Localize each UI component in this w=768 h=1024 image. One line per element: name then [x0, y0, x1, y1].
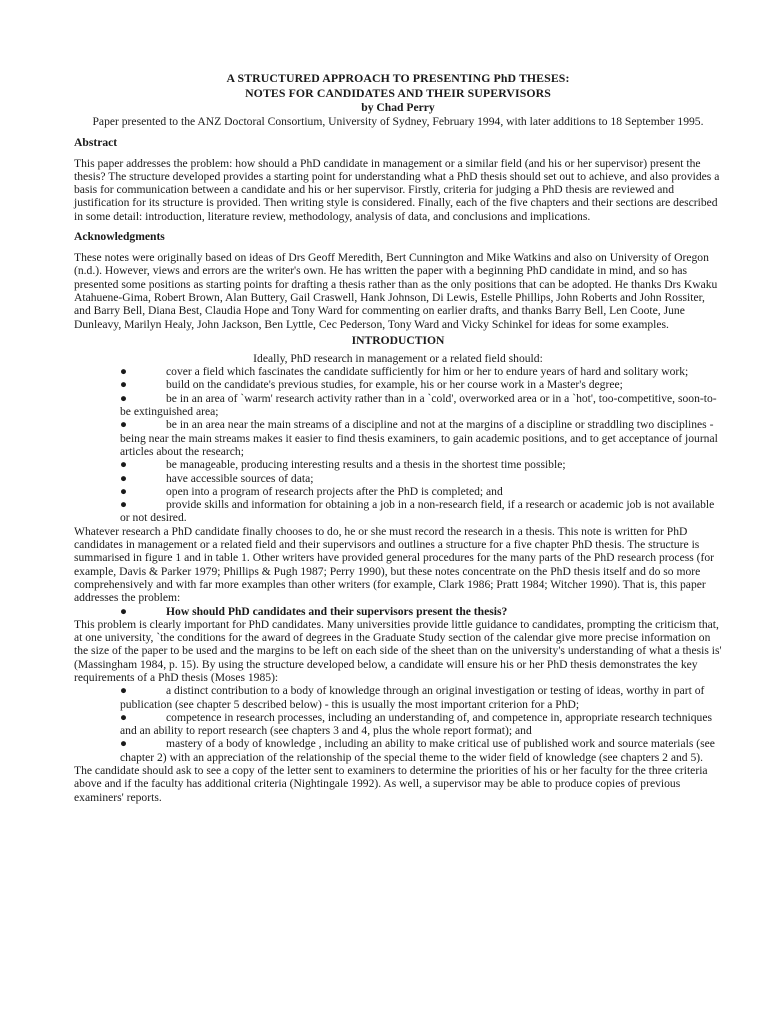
- acknowledgments-heading: Acknowledgments: [74, 230, 165, 244]
- presentation-note: Paper presented to the ANZ Doctoral Consortium, University of Sydney, February 1994, with later additions to 18 September 1995.: [92, 115, 704, 128]
- list-item: ● a distinct contribution to a body of knowledge through an original investigation or testing of ideas, worthy in part of publication (see chapter 5 described below) - this is usually the most important criterion for a PhD;: [120, 684, 705, 711]
- bullet-icon: ●: [120, 418, 128, 432]
- bullet-icon: ●: [120, 604, 128, 618]
- list-item: ● mastery of a body of knowledge , including an ability to make critical use of published work and source materials (see chapter 2) with an appreciation of the relationship of the special theme to the wider field of knowledge (see chapters 2 and 5).: [120, 737, 715, 764]
- bullet-icon: ●: [120, 378, 128, 392]
- title-line-1: A STRUCTURED APPROACH TO PRESENTING PhD THESES:: [226, 71, 570, 85]
- bullet-icon: ●: [120, 391, 128, 405]
- list-item: ● cover a field which fascinates the candidate sufficiently for him or her to endure years of hard and solitary work;: [120, 365, 689, 379]
- bullet-icon: ●: [120, 484, 128, 498]
- question-list: [74, 605, 722, 618]
- bullet-icon: ●: [120, 498, 128, 512]
- bullet-icon: ●: [120, 710, 128, 724]
- document-title: [74, 71, 722, 100]
- introduction-lead: Ideally, PhD research in management or a related field should:: [253, 351, 543, 365]
- list-item: ● have accessible sources of data;: [120, 471, 314, 485]
- research-question: ● How should PhD candidates and their supervisors present the thesis?: [120, 604, 508, 618]
- list-item: ● be in an area of `warm' research activity rather than in a `cold', overworked area or in a `hot', too-competitive, soon-to-be extinguished area;: [120, 391, 717, 419]
- title-line-2: NOTES FOR CANDIDATES AND THEIR SUPERVISORS: [245, 85, 551, 100]
- abstract-text: This paper addresses the problem: how should a PhD candidate in management or a similar field (and his or her supervisor) present the thesis? The structure developed provides a starting point for understanding what a PhD thesis should set out to achieve, and also provides a basis for communication between a candidate and his or her supervisor. Firstly, criteria for judging a PhD thesis are reviewed and justification for its structure is provided. Then writing style is considered. Finally, each of the five chapters and their sections are described in some detail: introduction, literature review, methodology, analysis of data, and conclusions and implications.: [74, 156, 720, 223]
- ideal-research-list: [74, 365, 722, 525]
- bullet-icon: ●: [120, 471, 128, 485]
- acknowledgments-text: These notes were originally based on ideas of Drs Geoff Meredith, Bert Cunnington and Mike Watkins and also on University of Oregon (n.d.). However, views and errors are the writer's own. He has written the paper with a beginning PhD candidate in mind, and so has presented some positions as starting points for drafting a thesis rather than as the only positions that can be adopted. He thanks Drs Kwaku Atahuene-Gima, Robert Brown, Alan Buttery, Gail Craswell, Hank Johnson, Di Lewis, Estelle Phillips, John Roberts and John Rossiter, and Barry Bell, Diana Best, Claudia Hope and Tony Ward for commenting on earlier drafts, and thanks Barry Bell, Len Coote, June Dunleavy, Marilyn Healy, John Jackson, Ben Lyttle, Cec Pederson, Tony Ward and Vicky Schinkel for ideas for some examples.: [74, 251, 718, 331]
- introduction-paragraph-1: Whatever research a PhD candidate finally chooses to do, he or she must record the research in a thesis. This note is written for PhD candidates in management or a related field and their supervisors and outlines a structure for a five chapter PhD thesis. The structure is summarised in figure 1 and in table 1. Other writers have provided general procedures for the many parts of the PhD research process (for example, Davis & Parker 1979; Phillips & Pugh 1987; Perry 1990), but these notes concentrate on the PhD thesis itself and do so more comprehensively and with far more examples than other writers (for example, Clark 1986; Pratt 1984; Witcher 1990). That is, this paper addresses the problem:: [74, 524, 715, 605]
- list-item: ● provide skills and information for obtaining a job in a non-research field, if a research or academic job is not available or not desired.: [120, 498, 715, 525]
- list-item: ● open into a program of research projects after the PhD is completed; and: [120, 484, 503, 498]
- introduction-paragraph-2: This problem is clearly important for PhD candidates. Many universities provide little guidance to candidates, prompting the criticism that, at one university, `the conditions for the award of degrees in the Graduate Study section of the calendar give more precise information on the size of the paper to be used and the margins to be left on each side of the sheet than on the university's understanding of what a thesis is' (Massingham 1984, p. 15). By using the structure developed below, a candidate will ensure his or her PhD thesis demonstrates the key requirements of a PhD thesis (Moses 1985):: [74, 617, 722, 684]
- list-item: ● be manageable, producing interesting results and a thesis in the shortest time possible;: [120, 458, 566, 472]
- list-item: ● be in an area near the main streams of a discipline and not at the margins of a discipline or straddling two disciplines - being near the main streams makes it easier to find thesis examiners, to gain academic positions, and to get acceptance of journal articles about the research;: [120, 418, 718, 458]
- bullet-icon: ●: [120, 737, 128, 751]
- introduction-heading: INTRODUCTION: [351, 333, 445, 347]
- author-line: by Chad Perry: [361, 101, 435, 114]
- list-item: ● competence in research processes, including an understanding of, and competence in, appropriate research techniques and an ability to report research (see chapters 3 and 4, plus the whole report format); and: [120, 710, 712, 738]
- bullet-icon: ●: [120, 684, 128, 698]
- list-item: ● build on the candidate's previous studies, for example, his or her course work in a Master's degree;: [120, 378, 623, 392]
- bullet-icon: ●: [120, 458, 128, 472]
- abstract-heading: Abstract: [74, 135, 118, 149]
- introduction-paragraph-3: The candidate should ask to see a copy of the letter sent to examiners to determine the priorities of his or her faculty for the three criteria above and if the faculty has additional criteria (Nightingale 1992). As well, a supervisor may be able to produce copies of previous examiners' reports.: [74, 764, 708, 804]
- bullet-icon: ●: [120, 365, 128, 379]
- key-requirements-list: [74, 684, 722, 764]
